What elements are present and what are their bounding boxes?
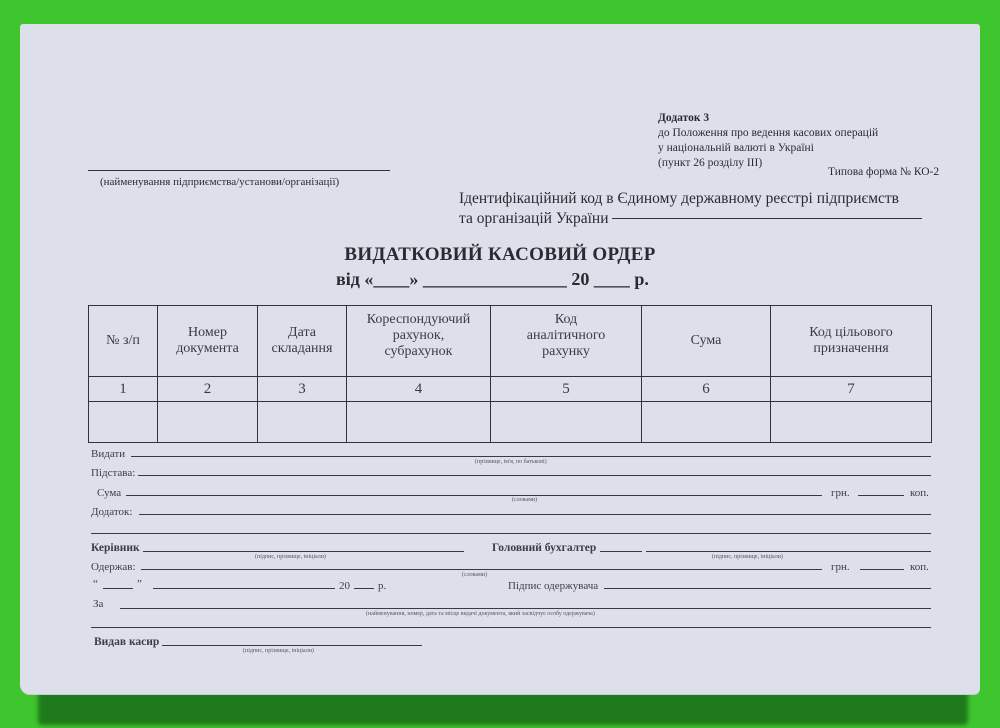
id-document-hint: (найменування, номер, дата та місце видачі документа, який засвідчує особу одержувача) <box>366 611 595 617</box>
col-number: 3 <box>258 377 347 402</box>
cell-sum[interactable] <box>642 402 771 443</box>
sum-label: Сума <box>97 487 122 499</box>
pay-to-field[interactable] <box>131 456 931 457</box>
sum-uah-label: грн. <box>831 487 850 499</box>
id-document-label: За <box>93 598 104 610</box>
table-row <box>89 402 932 443</box>
id-code-label <box>459 189 899 229</box>
cell-corresponding-account[interactable] <box>347 402 491 443</box>
header-corresponding-account: Кореспондуючий рахунок, субрахунок <box>347 306 491 377</box>
id-code-field[interactable] <box>612 218 922 219</box>
col-number: 6 <box>642 377 771 402</box>
date-open-quote: “ <box>93 578 98 590</box>
recipient-signature-label: Підпис одержувача <box>508 580 599 592</box>
received-kop-field[interactable] <box>860 569 904 570</box>
col-number: 7 <box>771 377 932 402</box>
cashier-hint: (підпис, прізвище, ініціали) <box>243 648 314 654</box>
appendix-line-3: (пункт 26 розділу ІІІ) <box>658 157 763 169</box>
received-kop-label: коп. <box>910 561 929 573</box>
header-analytic-code: Код аналітичного рахунку <box>491 306 642 377</box>
sum-hint: (словами) <box>512 497 538 503</box>
table-header-row <box>89 306 932 377</box>
attachment-field-2[interactable] <box>91 533 931 534</box>
document-title: ВИДАТКОВИЙ КАСОВИЙ ОРДЕР <box>344 244 656 265</box>
appendix-line-1: до Положення про ведення касових операцій <box>658 127 879 139</box>
received-hint: (словами) <box>462 572 488 578</box>
basis-label: Підстава: <box>91 467 136 479</box>
receipt-year-field[interactable] <box>354 588 374 589</box>
receipt-day-field[interactable] <box>103 588 133 589</box>
director-signature-field[interactable] <box>143 551 464 552</box>
cell-purpose-code[interactable] <box>771 402 932 443</box>
col-number: 2 <box>158 377 258 402</box>
header-sum: Сума <box>642 306 771 377</box>
attachment-label: Додаток: <box>91 506 133 518</box>
id-document-field[interactable] <box>120 608 931 609</box>
cell-date[interactable] <box>258 402 347 443</box>
pay-to-label: Видати <box>91 448 126 460</box>
col-number: 4 <box>347 377 491 402</box>
appendix-line-2: у національній валюті в Україні <box>658 142 814 154</box>
cell-number[interactable] <box>89 402 158 443</box>
organization-name-field[interactable] <box>88 170 390 171</box>
chief-accountant-signature-field[interactable] <box>600 551 642 552</box>
chief-accountant-label: Головний бухгалтер <box>492 542 597 554</box>
id-document-field-2[interactable] <box>91 627 931 628</box>
id-code-line-2: та організацій України <box>459 210 609 227</box>
pay-to-hint: (прізвище, ім'я, по батькові) <box>475 459 547 465</box>
table-number-row <box>89 377 932 402</box>
received-label: Одержав: <box>91 561 136 573</box>
document-date[interactable]: від «____» ________________ 20 ____ р. <box>336 269 649 289</box>
chief-accountant-name-field[interactable] <box>646 551 931 552</box>
col-number: 5 <box>491 377 642 402</box>
id-code-line-1: Ідентифікаційний код в Єдиному державному реєстрі підприємств <box>459 190 899 207</box>
appendix-title: Додаток 3 <box>658 112 710 124</box>
date-close-quote: ” <box>137 578 142 590</box>
appendix-note <box>658 111 878 171</box>
receipt-year-suffix: р. <box>378 580 387 592</box>
header-purpose-code: Код цільового призначення <box>771 306 932 377</box>
director-label: Керівник <box>91 542 140 554</box>
header-document-number: Номер документа <box>158 306 258 377</box>
recipient-signature-field[interactable] <box>604 588 931 589</box>
form-type: Типова форма № КО-2 <box>828 166 940 178</box>
chief-accountant-hint: (підпис, прізвище, ініціали) <box>712 554 783 560</box>
cell-analytic-code[interactable] <box>491 402 642 443</box>
cashier-signature-field[interactable] <box>162 645 422 646</box>
received-words-field[interactable] <box>141 569 822 570</box>
cell-document-number[interactable] <box>158 402 258 443</box>
organization-name-caption: (найменування підприємства/установи/організації) <box>100 176 340 188</box>
receipt-month-field[interactable] <box>153 588 335 589</box>
header-number: № з/п <box>89 306 158 377</box>
sum-kop-label: коп. <box>910 487 929 499</box>
basis-field[interactable] <box>138 475 931 476</box>
order-table <box>88 305 932 443</box>
receipt-year-prefix: 20 <box>339 580 350 592</box>
header-date: Дата складання <box>258 306 347 377</box>
received-uah-label: грн. <box>831 561 850 573</box>
col-number: 1 <box>89 377 158 402</box>
cashier-label: Видав касир <box>94 636 160 648</box>
director-hint: (підпис, прізвище, ініціали) <box>255 554 326 560</box>
sum-words-field[interactable] <box>126 495 822 496</box>
sum-kop-field[interactable] <box>858 495 904 496</box>
attachment-field[interactable] <box>139 514 931 515</box>
